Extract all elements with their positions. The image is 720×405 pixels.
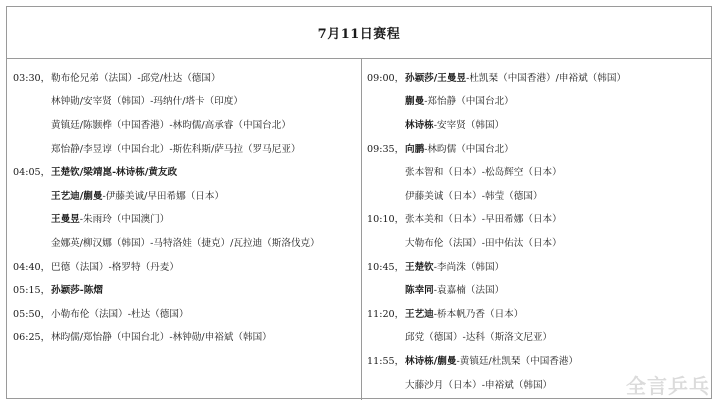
match-text (405, 164, 562, 178)
match-players: 勒布伦兄弟（法国）-邱党/杜达（德国） (51, 72, 221, 84)
match-players: -林昀儒（中国台北） (424, 143, 514, 155)
match-time: 09:00， (367, 72, 405, 84)
schedule-row (13, 112, 355, 136)
schedule-row (13, 65, 355, 89)
match-text (405, 141, 514, 155)
schedule-row (367, 325, 707, 349)
match-text (405, 117, 504, 131)
highlighted-players: 蒯曼 (405, 96, 425, 108)
match-players: -杜凯琹（中国香港）/申裕斌（韩国） (466, 72, 627, 84)
match-time: 05:15， (13, 285, 51, 297)
match-players: 林昀儒/郑怡静（中国台北）-林钟勋/申裕斌（韩国） (51, 332, 272, 344)
left-column (13, 65, 355, 348)
schedule-row (13, 277, 355, 301)
schedule-row (367, 230, 707, 254)
schedule-row (13, 301, 355, 325)
match-text (51, 259, 179, 273)
match-players: 大勒布伦（法国）-田中佑汰（日本） (405, 237, 562, 249)
match-players: -朱雨玲（中国澳门） (79, 214, 170, 226)
match-text (405, 282, 504, 296)
match-text (405, 306, 523, 320)
match-players: 小勒布伦（法国）-杜达（德国） (51, 308, 189, 320)
match-players: 林钟勋/安宰贤（韩国）-玛纳什/塔卡（印度） (51, 96, 243, 108)
highlighted-players: 林诗栋/蒯曼 (405, 355, 457, 367)
highlighted-players: 王楚钦 (405, 261, 434, 273)
match-time: 04:05， (13, 167, 51, 179)
match-players: -郑怡静（中国台北） (424, 96, 514, 108)
match-text (51, 188, 224, 202)
highlighted-players: 王曼昱 (51, 214, 80, 226)
match-text (51, 70, 221, 84)
match-time: 09:35， (367, 143, 405, 155)
match-players: 邱党（德国）-达科（斯洛文尼亚） (405, 332, 553, 344)
schedule-row (13, 159, 355, 183)
match-text (405, 70, 626, 84)
match-text (405, 211, 562, 225)
match-time: 11:55， (367, 355, 405, 367)
highlighted-players: 向鹏 (405, 143, 425, 155)
schedule-row (367, 301, 707, 325)
match-text (51, 211, 169, 225)
match-time: 05:50， (13, 308, 51, 320)
match-players: 金娜英/柳汉娜（韩国）-马特洛娃（捷克）/瓦拉迪（斯洛伐克） (51, 237, 320, 249)
match-text (51, 306, 189, 320)
match-text (405, 377, 552, 391)
match-players: -桥本帆乃香（日本） (433, 308, 524, 320)
highlighted-players: 王楚钦/梁靖崑-林诗栋/黄友政 (51, 167, 178, 179)
highlighted-players: 孙颖莎/王曼昱 (405, 72, 467, 84)
highlighted-players: 王艺迪 (405, 308, 434, 320)
highlighted-players: 林诗栋 (405, 119, 434, 131)
match-players: -袁嘉楠（法国） (433, 285, 505, 297)
match-players: 张本智和（日本）-松岛辉空（日本） (405, 167, 562, 179)
match-players: 张本美和（日本）-早田希娜（日本） (405, 214, 562, 226)
schedule-row (13, 207, 355, 231)
match-players: -李尚洙（韩国） (433, 261, 505, 273)
highlighted-players: 陈幸同 (405, 285, 434, 297)
right-column (367, 65, 707, 395)
match-text (405, 93, 514, 107)
match-text (405, 259, 504, 273)
schedule-row (13, 136, 355, 160)
schedule-row (13, 89, 355, 113)
match-text (405, 235, 562, 249)
match-text (51, 117, 291, 131)
schedule-row (13, 325, 355, 349)
match-time: 10:10， (367, 214, 405, 226)
match-players: -安宰贤（韩国） (433, 119, 505, 131)
schedule-table (6, 6, 712, 399)
schedule-row (13, 230, 355, 254)
match-time: 06:25， (13, 332, 51, 344)
match-text (51, 329, 272, 343)
match-text (51, 282, 103, 296)
match-time: 03:30， (13, 72, 51, 84)
match-players: 巴德（法国）-格罗特（丹麦） (51, 261, 179, 273)
match-text (405, 353, 578, 367)
title-row (7, 7, 711, 59)
match-players: -伊藤美诚/早田希娜（日本） (102, 190, 225, 202)
schedule-row (367, 207, 707, 231)
schedule-row (367, 277, 707, 301)
match-text (405, 188, 543, 202)
schedule-row (367, 112, 707, 136)
schedule-row (367, 65, 707, 89)
match-players: 郑怡静/李昱谆（中国台北）-斯佐科斯/萨马拉（罗马尼亚） (51, 143, 301, 155)
schedule-row (367, 89, 707, 113)
schedule-row (13, 254, 355, 278)
match-text (51, 235, 320, 249)
match-players: 大藤沙月（日本）-申裕斌（韩国） (405, 379, 553, 391)
schedule-row (367, 183, 707, 207)
match-text (51, 164, 177, 178)
match-text (405, 329, 552, 343)
match-time: 04:40， (13, 261, 51, 273)
schedule-row (367, 348, 707, 372)
match-time: 10:45， (367, 261, 405, 273)
match-players: 伊藤美诚（日本）-韩莹（德国） (405, 190, 543, 202)
schedule-row (367, 159, 707, 183)
match-time: 11:20， (367, 308, 405, 320)
schedule-row (13, 183, 355, 207)
match-text (51, 141, 301, 155)
schedule-row (367, 136, 707, 160)
match-text (51, 93, 243, 107)
match-players: -黄镇廷/杜凯琹（中国香港） (456, 355, 579, 367)
schedule-row (367, 254, 707, 278)
column-divider (361, 59, 362, 400)
highlighted-players: 孙颖莎-陈熠 (51, 285, 103, 297)
page-title: 7月11日赛程 (317, 27, 401, 42)
watermark-logo: 全言乒乓 (626, 374, 710, 398)
match-players: 黄镇廷/陈颢桦（中国香港）-林昀儒/高承睿（中国台北） (51, 119, 291, 131)
highlighted-players: 王艺迪/蒯曼 (51, 190, 103, 202)
